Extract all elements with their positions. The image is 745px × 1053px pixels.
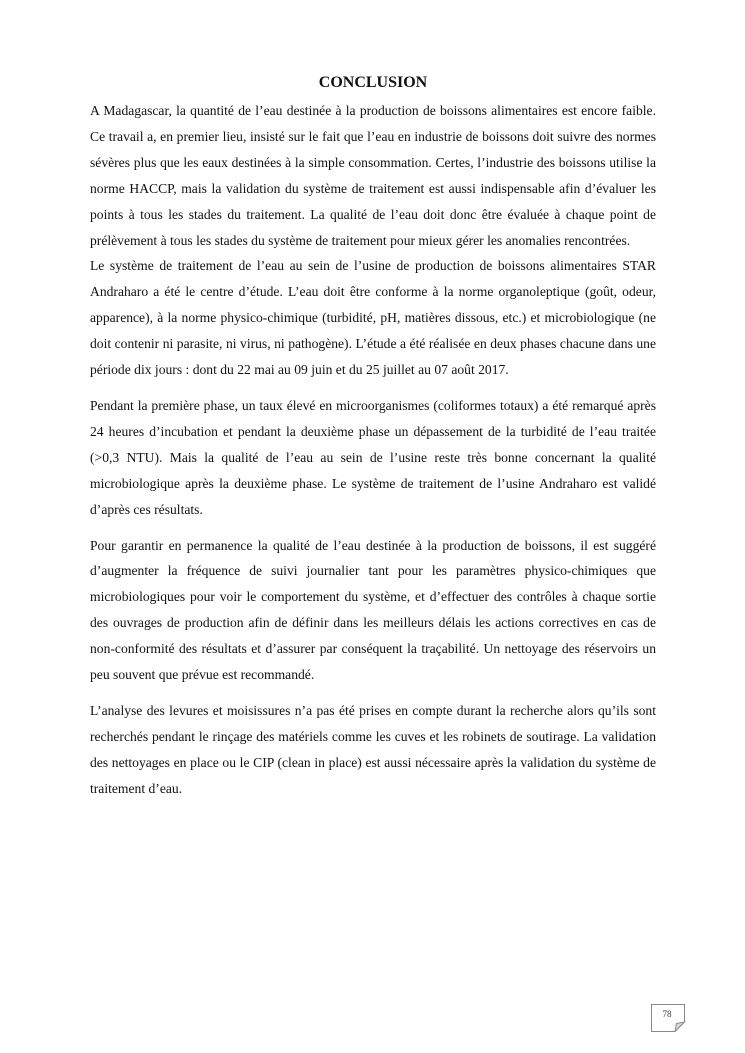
paragraph-intro: A Madagascar, la quantité de l’eau destinée à la production de boissons alimentaires est encore faible. Ce travail a, en premier lieu, insisté sur le fait que l’eau en industrie de boissons doit suivre des normes sévères plus que les eaux destinées à la simple consommation. Certes, l’industrie des boissons utilise la norme HACCP, mais la validation du système de traitement est aussi indispensable afin d’évaluer les points à tous les stades du traitement. La qualité de l’eau doit donc être évaluée à chaque point de prélèvement à tous les stades du système de traitement pour mieux gérer les anomalies rencontrées. [90,103,656,248]
paragraph-perspectives: L’analyse des levures et moisissures n’a pas été prises en compte durant la recherche alors qu’ils sont recherchés pendant le rinçage des matériels comme les cuves et les robinets de soutirage. La validation des nettoyages en place ou le CIP (clean in place) est aussi nécessaire après la validation du système de traitement d’eau. [90,702,656,796]
page-number-box [651,1004,687,1032]
paragraph-study-context: Le système de traitement de l’eau au sein de l’usine de production de boissons alimentaires STAR Andraharo a été le centre d’étude. L’eau doit être conforme à la norme organoleptique (goût, odeur, apparence), à la norme physico-chimique (turbidité, pH, matières dissous, etc.) et microbiologique (ne doit contenir ni parasite, ni virus, ni pathogène). L’étude a été réalisée en deux phases chacune dans une période dix jours : dont du 22 mai au 09 juin et du 25 juillet au 07 août 2017. [90,258,656,378]
page-title: CONCLUSION [318,74,428,91]
page-number: 78 [662,1009,672,1019]
paragraph-recommendations: Pour garantir en permanence la qualité de l’eau destinée à la production de boissons, il est suggéré d’augmenter la fréquence de suivi journalier tant pour les paramètres physico-chimiques que microbiologiques pour voir le comportement du système, et d’effectuer des contrôles à chaque sortie des ouvrages de production afin de définir dans les meilleurs délais les actions correctives en cas de non-conformité des résultats et d’assurer par conséquent la traçabilité. Un nettoyage des réservoirs un peu souvent que prévue est recommandé. [90,537,656,683]
paragraph-results: Pendant la première phase, un taux élevé en microorganismes (coliformes totaux) a été remarqué après 24 heures d’incubation et pendant la deuxième phase un dépassement de la turbidité de l’eau traitée (>0,3 NTU). Mais la qualité de l’eau au sein de l’usine reste très bonne concernant la qualité microbiologique après la deuxième phase. Le système de traitement de l’usine Andraharo est validé d’après ces résultats. [90,397,656,517]
conclusion-body [90,98,656,802]
